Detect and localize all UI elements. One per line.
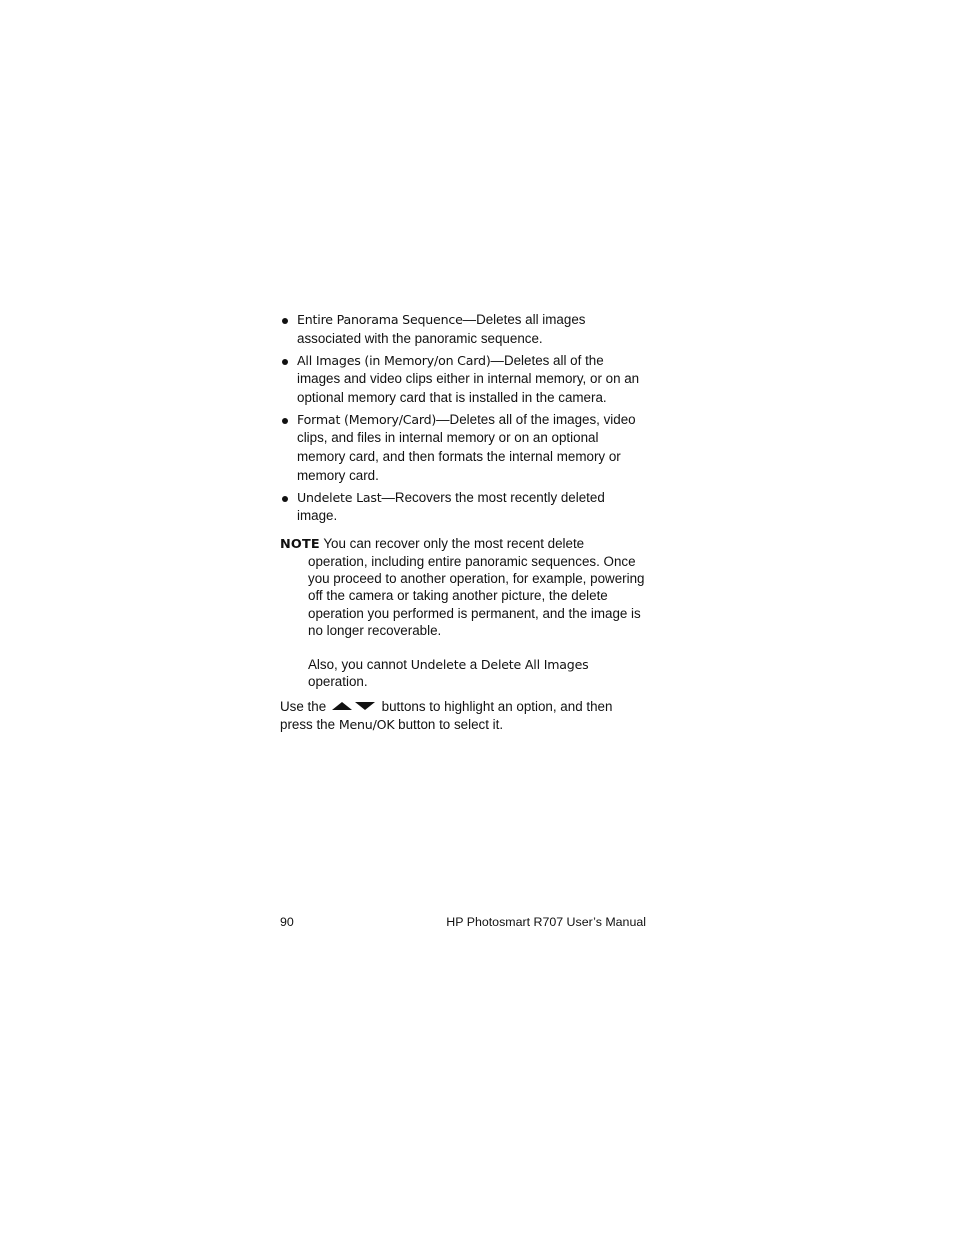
list-item: [280, 311, 646, 348]
note-text: operation.: [308, 674, 368, 690]
option-term: Format (Memory/Card): [297, 411, 437, 427]
option-term: All Images (in Memory/on Card): [297, 352, 491, 368]
note-block: [280, 535, 646, 639]
option-description: —Deletes all of the images, video clips, and files in internal memory or on an optional memory card, and then formats the internal memory or memory card.: [297, 411, 636, 483]
note-text: a: [466, 656, 481, 672]
note-text: You can recover only the most recent delete operation, including entire panoramic sequences. Once you proceed to another operation, for example, powering off the camera or taking another picture, the delete operation you performed is permanent, and the image is no longer recoverable.: [308, 535, 645, 638]
down-arrow-icon: [355, 702, 375, 710]
option-term: Entire Panorama Sequence: [297, 312, 463, 327]
instruction-paragraph: [280, 698, 646, 732]
page-number: 90: [280, 915, 294, 929]
instruction-text: Use the: [280, 699, 327, 715]
note-label: NOTE: [280, 536, 320, 552]
option-term: Delete All Images: [480, 656, 589, 672]
page-body: [280, 311, 646, 733]
delete-options-list: [280, 311, 646, 526]
up-arrow-icon: [332, 702, 352, 710]
list-item: [280, 489, 646, 526]
manual-title: HP Photosmart R707 User’s Manual: [446, 915, 646, 929]
list-item: [280, 411, 646, 485]
option-term: Undelete Last: [297, 489, 382, 505]
instruction-text: button to select it.: [394, 716, 504, 732]
option-description: —Deletes all images associated with the panoramic sequence.: [297, 312, 586, 346]
option-description: —Recovers the most recently deleted image.: [297, 489, 605, 524]
option-description: —Deletes all of the images and video clips either in internal memory, or on an optional memory card that is installed in the camera.: [297, 352, 640, 405]
page-footer: [280, 915, 646, 929]
list-item: [280, 352, 646, 408]
instruction-text: buttons to highlight an option, and then press the: [280, 699, 613, 732]
button-term: Menu/OK: [338, 716, 395, 732]
option-term: Undelete: [410, 656, 467, 672]
note-second-paragraph: [280, 656, 646, 690]
note-text: Also, you cannot: [308, 656, 411, 672]
